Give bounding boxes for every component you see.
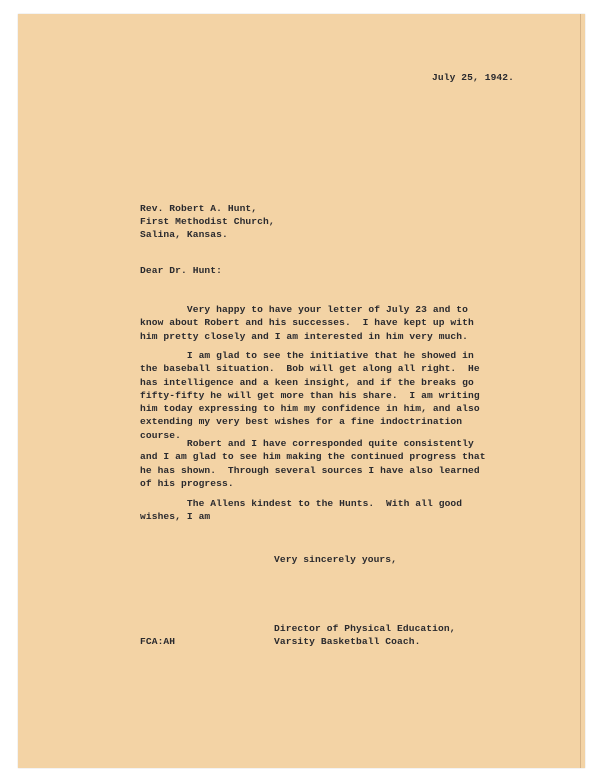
signature-title-line: Director of Physical Education,: [274, 623, 456, 634]
body-paragraph: [140, 303, 520, 343]
body-paragraph: [140, 349, 520, 442]
text-line: the baseball situation. Bob will get along all right. He: [140, 363, 480, 375]
signature-title-line: Varsity Basketball Coach.: [274, 636, 421, 647]
page-edge: [580, 14, 581, 768]
text-line: I am glad to see the initiative that he showed in: [140, 350, 474, 361]
letter-page: [18, 14, 585, 768]
salutation: Dear Dr. Hunt:: [140, 265, 223, 276]
text-line: and I am glad to see him making the continued progress that: [140, 451, 486, 463]
address-line: Salina, Kansas.: [140, 229, 228, 240]
text-line: extending my very best wishes for a fine indoctrination: [140, 416, 463, 428]
address-line: Rev. Robert A. Hunt,: [140, 203, 258, 214]
signature-block: [274, 622, 456, 648]
text-line: him pretty closely and I am interested in him very much.: [140, 330, 469, 342]
body-paragraph: [140, 497, 520, 524]
complimentary-close: Very sincerely yours,: [274, 554, 398, 565]
body-paragraph: [140, 437, 520, 490]
text-line: of his progress.: [140, 477, 234, 489]
text-line: wishes, I am: [140, 511, 211, 523]
text-line: course.: [140, 429, 182, 441]
text-line: know about Robert and his successes. I have kept up with: [140, 317, 474, 329]
text-line: The Allens kindest to the Hunts. With all good: [140, 498, 463, 509]
letter-date: July 25, 1942.: [432, 72, 515, 83]
text-line: he has shown. Through several sources I have also learned: [140, 464, 480, 476]
recipient-address: [140, 202, 275, 241]
text-line: him today expressing to him my confidence in him, and also: [140, 403, 480, 415]
text-line: Very happy to have your letter of July 23 and to: [140, 304, 469, 315]
text-line: fifty-fifty he will get more than his share. I am writing: [140, 389, 480, 401]
text-line: Robert and I have corresponded quite consistently: [140, 438, 474, 449]
text-line: has intelligence and a keen insight, and if the breaks go: [140, 376, 474, 388]
address-line: First Methodist Church,: [140, 216, 275, 227]
reference-initials: FCA:AH: [140, 636, 176, 647]
